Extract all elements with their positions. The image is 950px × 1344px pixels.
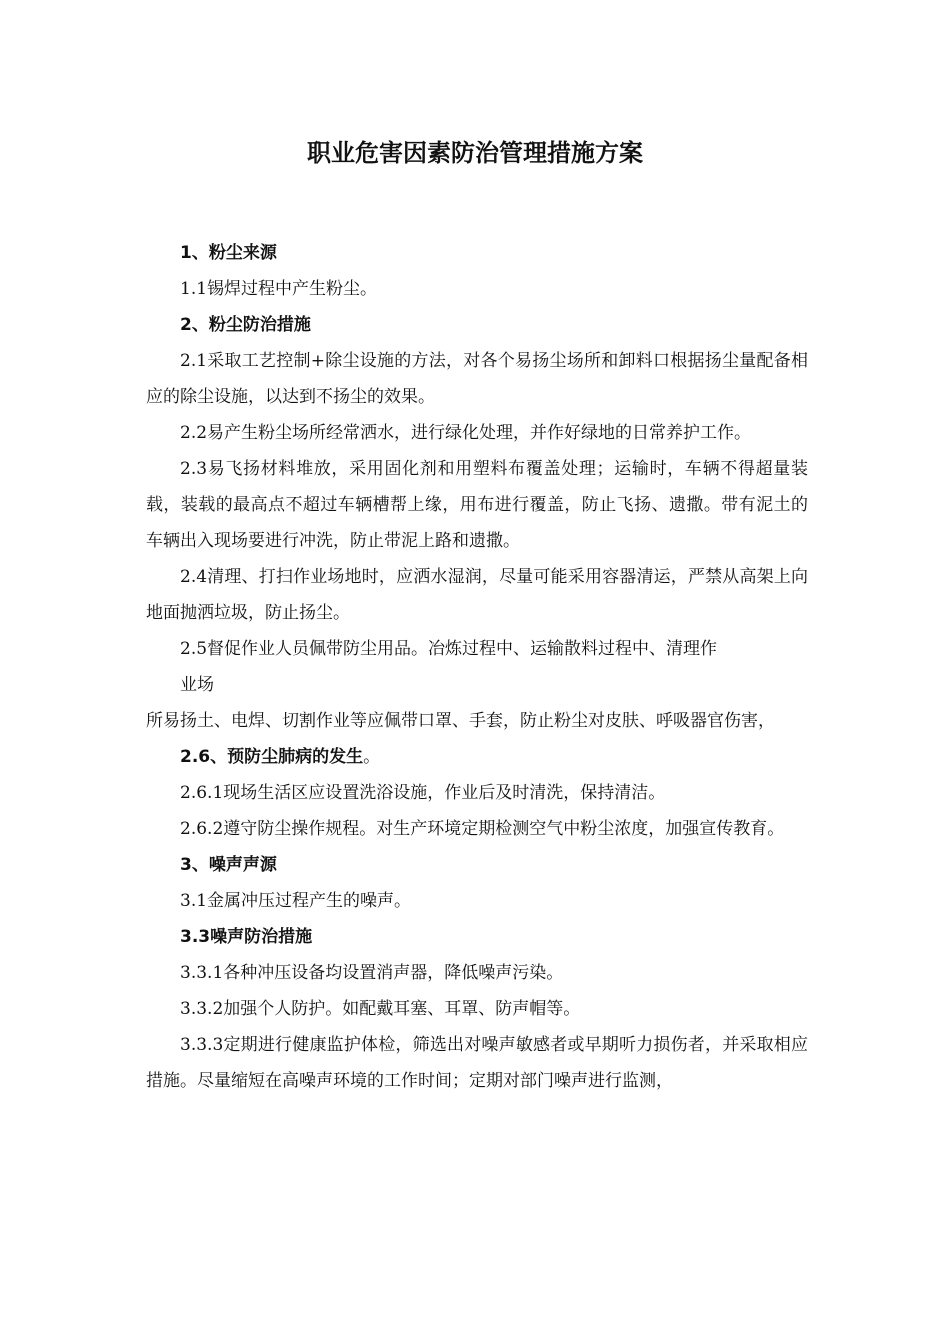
paragraph-2-5-continuation: 所易扬土、电焊、切割作业等应佩带口罩、手套，防止粉尘对皮肤、呼吸器官伤害， (146, 711, 775, 731)
pneumoconiosis-heading-text: 2.6、预防尘肺病的发生 (180, 747, 364, 767)
paragraph-2-3: 2.3易飞扬材料堆放，采用固化剂和用塑料布覆盖处理；运输时，车辆不得超量装载，装载的最高点不超过车辆槽帮上缘，用布进行覆盖，防止飞扬、遗撒。带有泥土的车辆出入现场要进行冲洗，防止带泥上路和遗撒。 (146, 459, 808, 551)
pneumoconiosis-heading-period: 。 (363, 747, 381, 767)
paragraph-2-4: 2.4清理、打扫作业场地时，应洒水湿润，尽量可能采用容器清运，严禁从高架上向地面抛洒垃圾，防止扬尘。 (146, 567, 808, 623)
section-heading-dust-source: 1、粉尘来源 (180, 243, 277, 263)
paragraph-2-2: 2.2易产生粉尘场所经常洒水，进行绿化处理，并作好绿地的日常养护工作。 (180, 423, 752, 443)
section-heading-pneumoconiosis (146, 739, 808, 775)
section-heading-dust-prevention: 2、粉尘防治措施 (180, 315, 311, 335)
paragraph-2-6-1: 2.6.1现场生活区应设置洗浴设施，作业后及时清洗，保持清洁。 (180, 783, 666, 803)
paragraph-1-1: 1.1锡焊过程中产生粉尘。 (180, 279, 378, 299)
paragraph-3-3-2: 3.3.2加强个人防护。如配戴耳塞、耳罩、防声帽等。 (180, 999, 581, 1019)
section-heading-noise-source: 3、噪声声源 (180, 855, 277, 875)
document-body (146, 235, 808, 1099)
paragraph-3-3-1: 3.3.1各种冲压设备均设置消声器，降低噪声污染。 (180, 963, 564, 983)
paragraph-3-1: 3.1金属冲压过程产生的噪声。 (180, 891, 412, 911)
section-heading-noise-prevention: 3.3噪声防治措施 (180, 927, 313, 947)
paragraph-2-1: 2.1采取工艺控制+除尘设施的方法，对各个易扬尘场所和卸料口根据扬尘量配备相应的除尘设施，以达到不扬尘的效果。 (146, 351, 808, 407)
document-title: 职业危害因素防治管理措施方案 (307, 139, 643, 167)
paragraph-3-3-3: 3.3.3定期进行健康监护体检，筛选出对噪声敏感者或早期听力损伤者，并采取相应措施。尽量缩短在高噪声环境的工作时间；定期对部门噪声进行监测， (146, 1035, 808, 1091)
paragraph-2-5-line-2: 业场 (180, 675, 214, 695)
paragraph-2-5-line-1: 2.5督促作业人员佩带防尘用品。冶炼过程中、运输散料过程中、清理作 (180, 639, 718, 659)
paragraph-2-6-2: 2.6.2遵守防尘操作规程。对生产环境定期检测空气中粉尘浓度，加强宣传教育。 (180, 819, 785, 839)
